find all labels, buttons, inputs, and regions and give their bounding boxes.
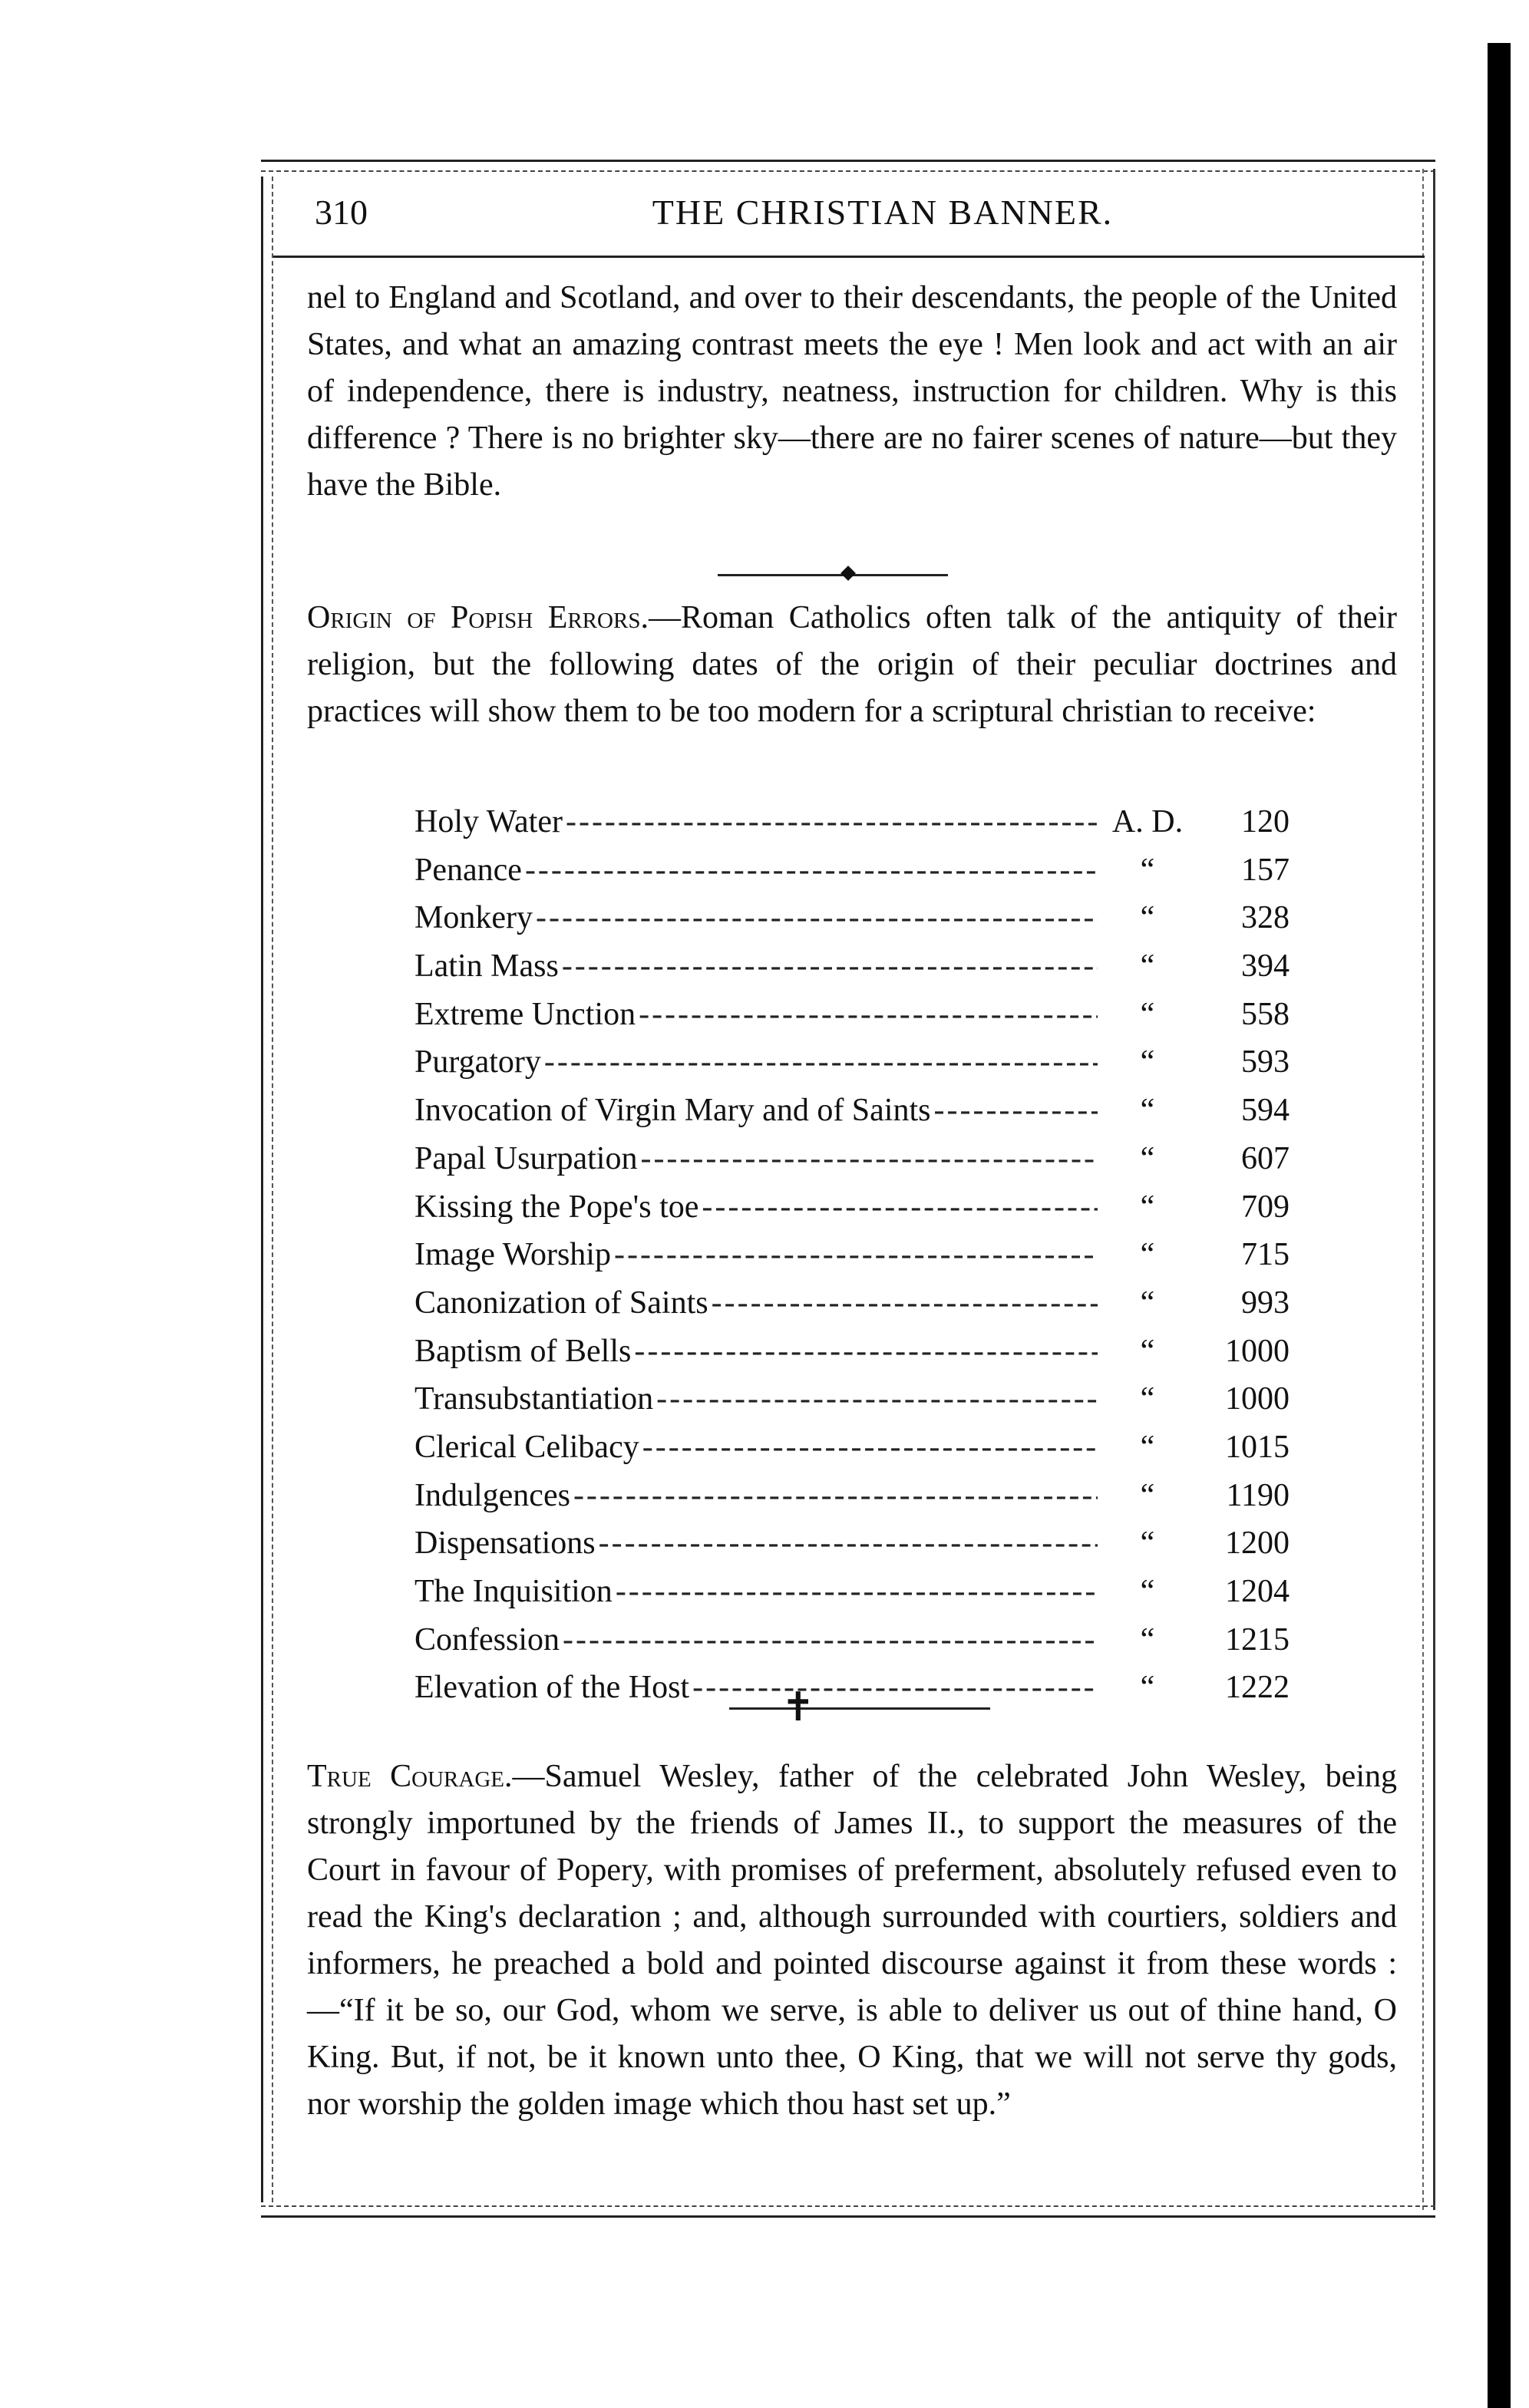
row-era: “	[1140, 1140, 1155, 1176]
table-row	[414, 894, 1290, 942]
origin-paragraph	[307, 595, 1397, 735]
row-year: 993	[1241, 1285, 1290, 1321]
row-item-name: Transubstantiation -----	[414, 1375, 1098, 1423]
table-row	[414, 991, 1290, 1039]
row-year: 1222	[1225, 1670, 1290, 1706]
table-row	[414, 1568, 1290, 1616]
table-row	[414, 1423, 1290, 1472]
row-era: “	[1140, 1670, 1155, 1706]
section-divider	[729, 1707, 990, 1710]
origin-body: —Roman Catholics often talk of the antiquity of their religion, but the following dates of the origin of their peculiar doctrines and practices will show them to be too modern for a scriptural christian to receive:	[307, 600, 1397, 729]
row-year: 1190	[1226, 1477, 1290, 1513]
row-item-name: Confession -----	[414, 1616, 1098, 1664]
page-number: 310	[315, 193, 368, 232]
border-bottom-rule	[261, 2215, 1435, 2218]
table-row	[414, 1038, 1290, 1087]
row-year: 1215	[1225, 1621, 1290, 1658]
section-divider	[718, 574, 948, 576]
border-right-rule	[1433, 169, 1435, 2210]
row-era: “	[1140, 1381, 1155, 1417]
row-era: “	[1140, 1044, 1155, 1080]
running-title: THE CHRISTIAN BANNER.	[652, 193, 1114, 232]
row-era: “	[1140, 996, 1155, 1032]
border-top-dashed-rule	[261, 170, 1435, 172]
divider-cross-ornament: ✝	[781, 1686, 815, 1730]
row-year: 715	[1241, 1237, 1290, 1273]
row-year: 394	[1241, 948, 1290, 985]
table-row	[414, 1664, 1290, 1712]
row-year: 1204	[1225, 1574, 1290, 1609]
courage-paragraph	[307, 1753, 1397, 2128]
row-era: “	[1140, 1477, 1155, 1513]
row-era: “	[1140, 1621, 1155, 1658]
row-item-name: Papal Usurpation -----	[414, 1135, 1098, 1183]
row-year: 1000	[1225, 1333, 1290, 1369]
row-item-name: Elevation of the Host -----	[414, 1664, 1098, 1711]
border-top-rule	[261, 160, 1435, 162]
courage-heading: True Courage.	[307, 1759, 513, 1794]
page-header	[307, 190, 1412, 244]
table-row	[414, 798, 1290, 846]
table-row	[414, 1183, 1290, 1232]
row-era: “	[1140, 1093, 1155, 1129]
row-era: “	[1140, 900, 1155, 936]
row-item-name: Penance -----	[414, 846, 1098, 894]
header-rule	[273, 256, 1425, 258]
row-era: A. D.	[1111, 804, 1184, 840]
row-era: “	[1140, 948, 1155, 985]
table-row	[414, 942, 1290, 991]
row-item-name: Invocation of Virgin Mary and of Saints -----	[414, 1087, 1098, 1134]
row-year: 558	[1241, 996, 1290, 1032]
row-year: 593	[1241, 1044, 1290, 1080]
row-item-name: Holy Water -----	[414, 798, 1098, 846]
row-item-name: Kissing the Pope's toe -----	[414, 1183, 1098, 1231]
border-left-rule	[261, 176, 263, 2202]
row-item-name: Dispensations -----	[414, 1519, 1098, 1567]
table-row	[414, 1519, 1290, 1568]
table-row	[414, 1279, 1290, 1328]
dates-table	[414, 798, 1290, 1712]
origin-heading: Origin of Popish Errors.	[307, 600, 649, 635]
row-item-name: Indulgences -----	[414, 1472, 1098, 1519]
row-year: 328	[1241, 900, 1290, 936]
row-item-name: Purgatory -----	[414, 1038, 1098, 1086]
table-row	[414, 1231, 1290, 1279]
table-row	[414, 1328, 1290, 1376]
row-era: “	[1140, 1285, 1155, 1321]
row-year: 1000	[1225, 1381, 1290, 1417]
row-item-name: Baptism of Bells -----	[414, 1328, 1098, 1375]
row-item-name: Latin Mass -----	[414, 942, 1098, 990]
courage-body: —Samuel Wesley, father of the celebrated John Wesley, being strongly importuned by the friends of James II., to support the measures of the Court in favour of Popery, with promises of preferment, absolutely refused even to read the King's declaration ; and, although surrounded with courtiers, soldiers and informers, he preached a bold and pointed discourse against it from these words :—“If it be so, our God, whom we serve, is able to deliver us out of thine hand, O King. But, if not, be it known unto thee, O King, that we will not serve thy gods, nor worship the golden image which thou hast set up.”	[307, 1759, 1397, 2122]
row-item-name: Monkery -----	[414, 894, 1098, 942]
border-left-dashed-rule	[272, 176, 274, 2202]
row-year: 709	[1241, 1189, 1290, 1225]
table-row	[414, 1087, 1290, 1135]
table-row	[414, 1472, 1290, 1520]
table-row	[414, 1375, 1290, 1423]
row-year: 157	[1241, 852, 1290, 888]
row-era: “	[1140, 852, 1155, 888]
table-row	[414, 846, 1290, 895]
row-era: “	[1140, 1189, 1155, 1225]
row-era: “	[1140, 1526, 1155, 1562]
row-item-name: Clerical Celibacy -----	[414, 1423, 1098, 1471]
intro-paragraph: nel to England and Scotland, and over to their descendants, the people of the United States, and what an amazing contrast meets the eye ! Men look and act with an air of independence, there is industry, neatness, instruction for children. Why is this difference ? There is no brighter sky—there are no fairer scenes of nature—but they have the Bible.	[307, 280, 1397, 503]
row-item-name: Canonization of Saints -----	[414, 1279, 1098, 1327]
row-era: “	[1140, 1429, 1155, 1465]
row-era: “	[1140, 1333, 1155, 1369]
row-item-name: Image Worship -----	[414, 1231, 1098, 1278]
row-item-name: Extreme Unction -----	[414, 991, 1098, 1038]
row-year: 607	[1241, 1140, 1290, 1176]
row-year: 594	[1241, 1093, 1290, 1129]
row-year: 1200	[1225, 1526, 1290, 1562]
table-row	[414, 1135, 1290, 1183]
border-bottom-dashed-rule	[261, 2205, 1435, 2207]
row-era: “	[1140, 1574, 1155, 1609]
scan-edge-bar	[1488, 43, 1511, 2408]
row-item-name: The Inquisition -----	[414, 1568, 1098, 1615]
row-year: 1015	[1225, 1429, 1290, 1465]
row-era: “	[1140, 1237, 1155, 1273]
row-year: 120	[1241, 804, 1290, 840]
table-row	[414, 1616, 1290, 1664]
border-right-dashed-rule	[1422, 169, 1425, 2210]
